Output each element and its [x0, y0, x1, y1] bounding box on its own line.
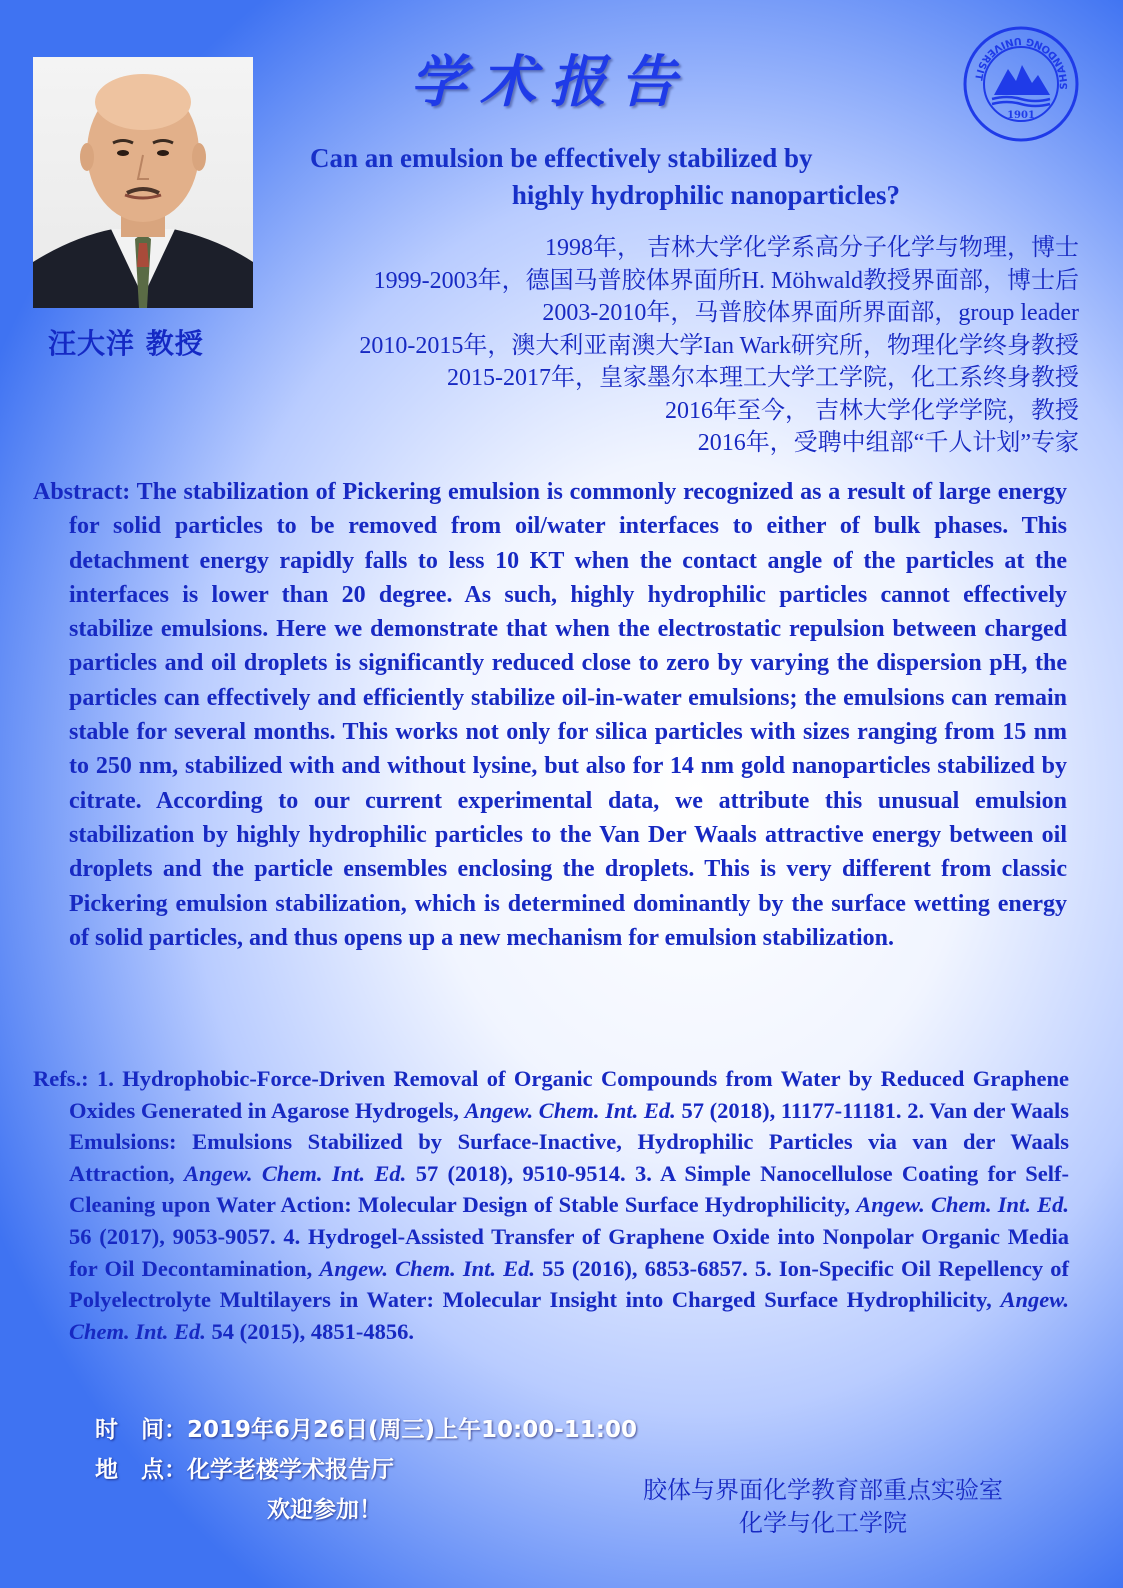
- cv-line: 2003-2010年，马普胶体界面所界面部，group leader: [542, 300, 1079, 326]
- logo-ring-text: SHANDONG UNIVERSIT: [971, 34, 1071, 90]
- welcome-text: 欢迎参加！: [267, 1497, 382, 1523]
- poster-title-chinese: 学术报告: [410, 49, 690, 115]
- event-time: 时 间：2019年6月26日(周三)上午10:00-11:00: [95, 1417, 638, 1443]
- talk-title: [290, 140, 900, 214]
- logo-year: 1901: [1007, 110, 1035, 121]
- references: [33, 1063, 1069, 1347]
- ref-item: 1. Hydrophobic‑Force‑Driven Removal of Organic Compounds from Water by Reduced Graphene Oxides Generated in Agarose Hydrogels, Angew. Chem. Int. Ed. 57 (2018), 11177-11181.: [69, 1066, 1069, 1123]
- speaker-portrait-illustration: [33, 57, 253, 308]
- organizer: [598, 1474, 1048, 1540]
- cv-line: 2010-2015年，澳大利亚南澳大学Ian Wark研究所，物理化学终身教授: [359, 332, 1079, 359]
- cv-line: 2015-2017年，皇家墨尔本理工大学工学院，化工系终身教授: [447, 365, 1079, 391]
- svg-text:SHANDONG UNIVERSITY: [962, 25, 1070, 90]
- ref-item: 2. Van der Waals Emulsions: Emulsions Stabilized by Surface-Inactive, Hydrophilic Particles via van der Waals Attraction, Angew. Chem. Int. Ed. 57 (2018), 9510-9514.: [69, 1097, 1070, 1186]
- event-info: [95, 1410, 637, 1530]
- abstract: Abstract: The stabilization of Pickering emulsion is commonly recognized as a result of large energy for solid particles to be removed from oil/water interfaces to either of bulk phases. This detachment energy rapidly falls to less 10 KT when the contact angle of the particles at the interfaces is lower than 20 degree. As such, highly hydrophilic particles cannot effectively stabilize emulsions. Here we demonstrate that when the electrostatic repulsion between charged particles and oil droplets is significantly reduced close to zero by varying the dispersion pH, the particles can effectively and efficiently stabilize oil-in-water emulsions; the emulsions can remain stable for several months. This works not only for silica particles with sizes ranging from 15 nm to 250 nm, stabilized with and without lysine, but also for 14 nm gold nanoparticles stabilized by citrate. According to our current experimental data, we attribute this unusual emulsion stabilization by highly hydrophilic particles to the Van Der Waals attractive energy between oil droplets and the particle ensembles enclosing the droplets. This is very different from classic Pickering emulsion stabilization, which is determined dominantly by the surface wetting energy of solid particles, and thus opens up a new mechanism for emulsion stabilization.: [33, 479, 1067, 951]
- speaker-name: 汪大洋 教授: [48, 327, 204, 360]
- cv-line: 2016年，受聘中组部“千人计划”专家: [697, 430, 1079, 456]
- cv-line: 1998年， 吉林大学化学系高分子化学与物理，博士: [545, 235, 1079, 261]
- ref-item: 5. Ion-Specific Oil Repellency of Polyelectrolyte Multilayers in Water: Molecular Insight into Charged Surface Hydrophilicity, Angew. Chem. Int. Ed. 54 (2015), 4851-4856.: [69, 1255, 1070, 1344]
- talk-title-line2: highly hydrophilic nanoparticles?: [511, 180, 900, 210]
- refs-label: Refs.:: [33, 1066, 89, 1091]
- speaker-photo: [33, 57, 253, 308]
- ref-item: 3. A Simple Nanocellulose Coating for Self-Cleaning upon Water Action: Molecular Design of Stable Surface Hydrophilicity, Angew. Chem. Int. Ed. 56 (2017), 9053-9057.: [69, 1160, 1070, 1249]
- cv-line: 1999-2003年，德国马普胶体界面所H. Möhwald教授界面部，博士后: [373, 267, 1079, 294]
- speaker-cv: [239, 232, 1079, 460]
- cv-line: 2016年至今， 吉林大学化学学院，教授: [665, 397, 1079, 424]
- talk-title-line1: Can an emulsion be effectively stabilized by: [310, 143, 813, 173]
- event-location: 地 点：化学老楼学术报告厅: [95, 1457, 394, 1483]
- organizer-school: 化学与化工学院: [739, 1509, 907, 1537]
- ref-item: 4. Hydrogel-Assisted Transfer of Graphene Oxide into Nonpolar Organic Media for Oil Decontamination, Angew. Chem. Int. Ed. 55 (2016), 6853-6857.: [69, 1223, 1070, 1281]
- university-seal-icon: [962, 25, 1080, 143]
- organizer-lab: 胶体与界面化学教育部重点实验室: [643, 1476, 1003, 1504]
